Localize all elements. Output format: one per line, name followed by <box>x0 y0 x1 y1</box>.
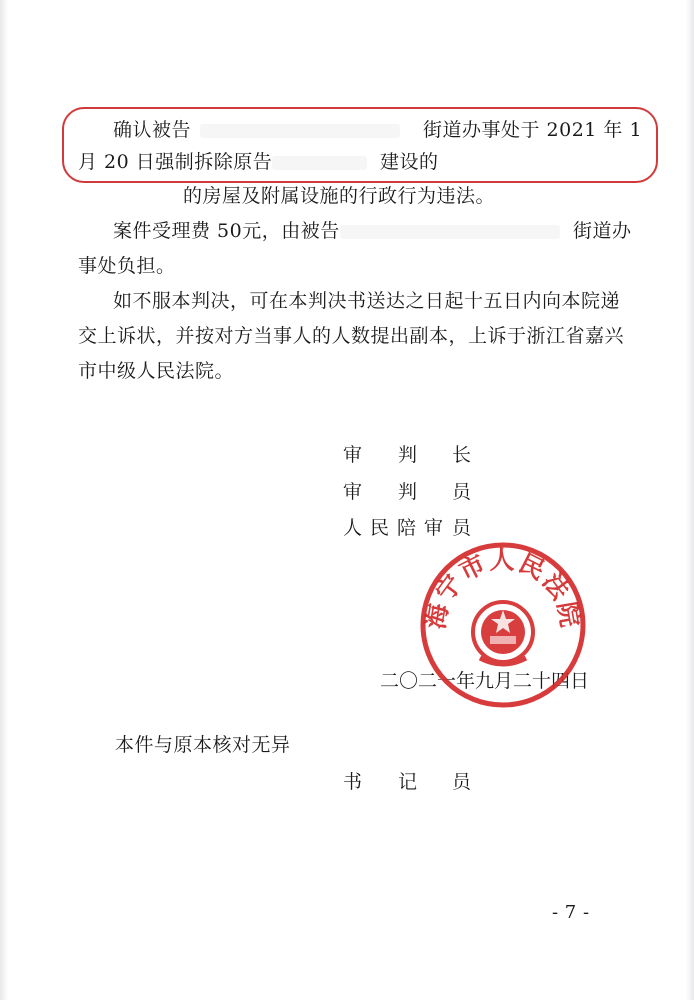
assessor-char: 人 <box>343 517 363 539</box>
assessor-char: 审 <box>424 517 444 539</box>
clerk-char: 员 <box>452 771 472 793</box>
redacted-name <box>200 124 400 138</box>
presiding-judge-char: 审 <box>343 444 363 466</box>
appeal-text-line1: 如不服本判决，可在本判决书送达之日起十五日内向本院递 <box>113 290 621 312</box>
judgment-date: 二〇二一年九月二十四日 <box>380 670 590 692</box>
judgment-text-line1-end: 街道办事处于 2021 年 1 <box>423 119 643 141</box>
page-number: - 7 - <box>552 902 590 923</box>
judge-char: 员 <box>452 481 472 503</box>
assessor-char: 员 <box>452 517 472 539</box>
seal-text: 海宁市人民法院 <box>420 545 586 632</box>
clerk-char: 记 <box>398 771 418 793</box>
fee-text-end: 街道办 <box>573 220 632 242</box>
judgment-text-line2-end: 建设的 <box>380 151 439 173</box>
appeal-text-line3: 市中级人民法院。 <box>78 360 235 382</box>
redacted-name <box>340 225 560 239</box>
national-emblem-icon <box>473 602 533 664</box>
fee-text-start: 案件受理费 50元，由被告 <box>113 220 340 242</box>
fee-text-line2: 事处负担。 <box>78 255 176 277</box>
presiding-judge-char: 判 <box>398 444 418 466</box>
clerk-char: 书 <box>343 771 363 793</box>
assessor-char: 民 <box>370 517 390 539</box>
judgment-text-line1-start: 确认被告 <box>113 119 192 141</box>
judgment-text-line2-start: 月 20 日强制拆除原告 <box>78 151 273 173</box>
appeal-text-line2: 交上诉状，并按对方当事人的人数提出副本，上诉于浙江省嘉兴 <box>78 325 625 347</box>
judge-char: 判 <box>398 481 418 503</box>
assessor-char: 陪 <box>397 517 417 539</box>
redacted-name <box>272 156 367 170</box>
court-seal <box>418 540 588 710</box>
verification-text: 本件与原本核对无异 <box>115 734 291 756</box>
presiding-judge-char: 长 <box>452 444 472 466</box>
judge-char: 审 <box>343 481 363 503</box>
judgment-text-line3: 的房屋及附属设施的行政行为违法。 <box>183 185 496 207</box>
